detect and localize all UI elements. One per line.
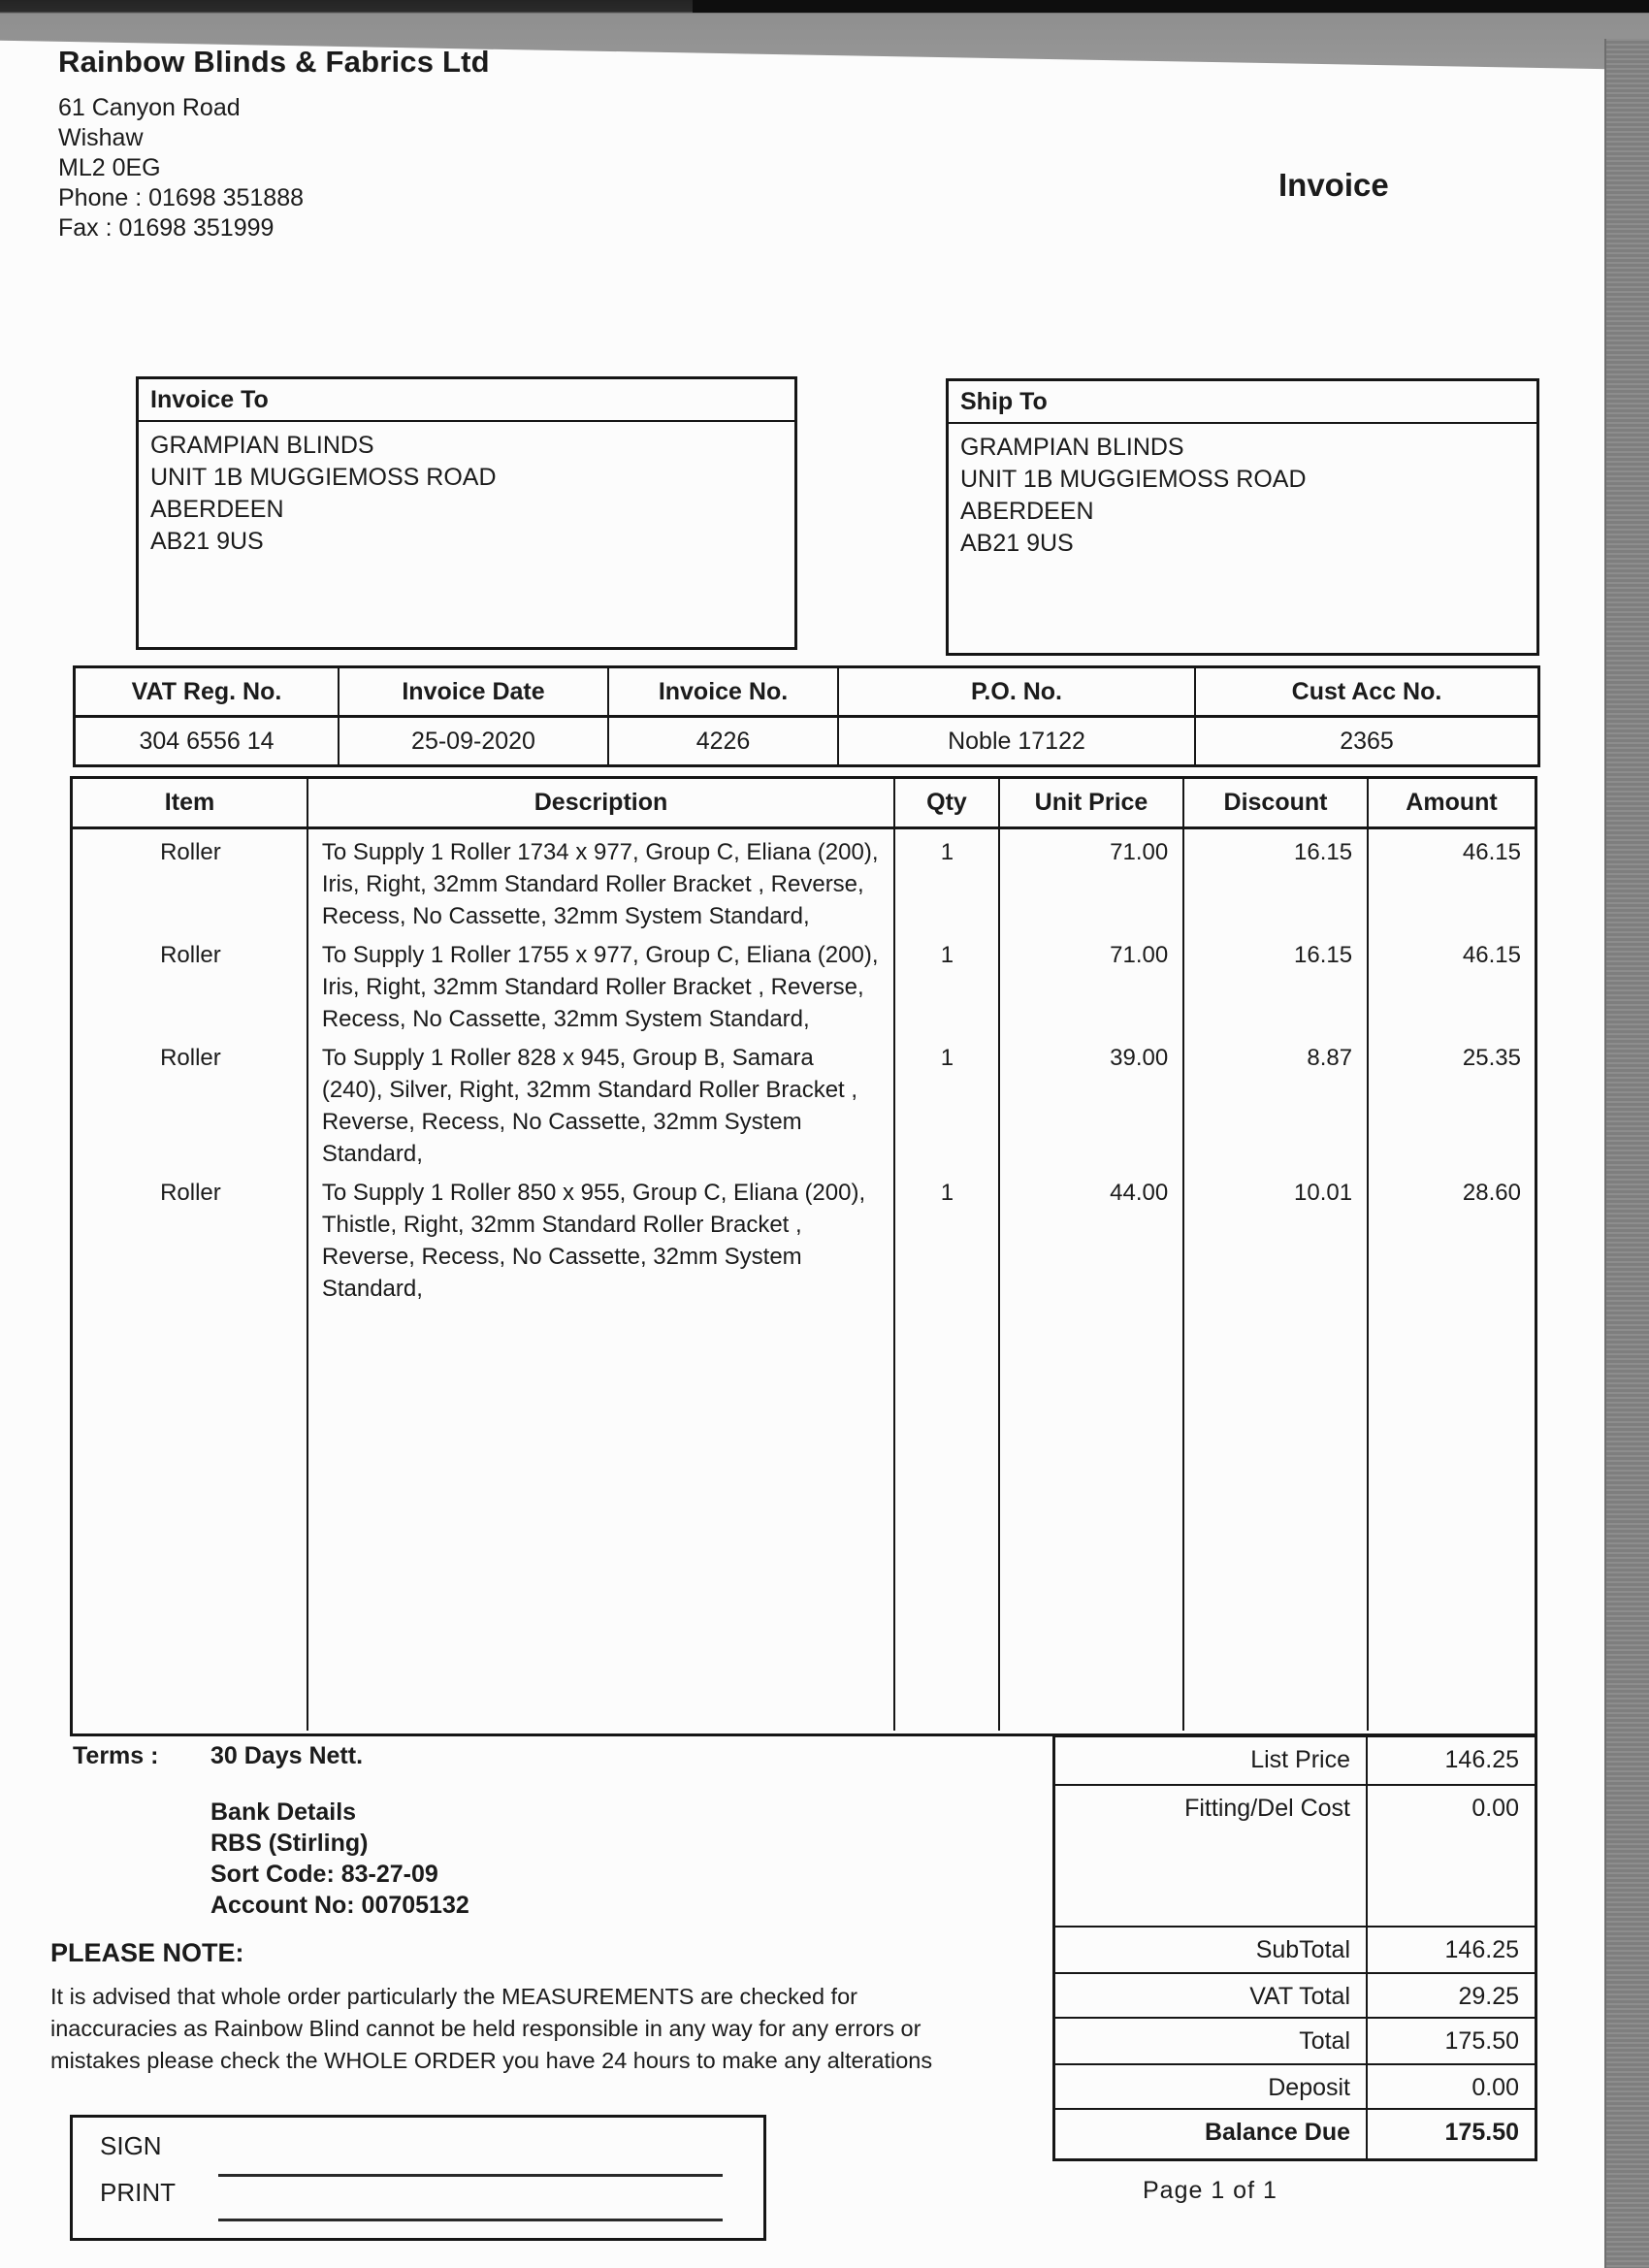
ship-to-box — [946, 378, 1539, 656]
meta-header-vat-reg: VAT Reg. No. — [76, 668, 340, 715]
totals-value: 175.50 — [1444, 2027, 1519, 2055]
table-row — [73, 1042, 1535, 1170]
totals-label: List Price — [1055, 1737, 1368, 1784]
items-header-unit-price: Unit Price — [1000, 779, 1184, 826]
item-amount: 28.60 — [1462, 1180, 1521, 1206]
page-number: Page 1 of 1 — [1143, 2177, 1277, 2204]
meta-header-cust-acc: Cust Acc No. — [1291, 677, 1442, 705]
company-address-line: Wishaw — [58, 124, 144, 151]
meta-value-row — [76, 718, 1537, 764]
totals-row-list-price — [1055, 1737, 1535, 1784]
totals-label: Fitting/Del Cost — [1055, 1786, 1368, 1926]
totals-row-fitting-del-cost — [1055, 1784, 1535, 1926]
meta-header-invoice-no: Invoice No. — [609, 668, 839, 715]
totals-value: 146.25 — [1444, 1936, 1519, 1963]
address-line: UNIT 1B MUGGIEMOSS ROAD — [150, 464, 497, 491]
totals-value: 175.50 — [1444, 2119, 1519, 2146]
item-qty: 1 — [940, 839, 954, 865]
totals-value: 0.00 — [1471, 2074, 1519, 2101]
address-line: UNIT 1B MUGGIEMOSS ROAD — [960, 466, 1307, 493]
column-divider — [893, 829, 895, 1731]
invoice-date: 25-09-2020 — [340, 718, 609, 764]
ship-to-address — [949, 424, 1536, 567]
address-line: AB21 9US — [150, 528, 264, 555]
totals-row-subtotal — [1055, 1926, 1535, 1972]
item-description: To Supply 1 Roller 828 x 945, Group B, Samara (240), Silver, Right, 32mm Standard Roller Bracket , Reverse, Recess, No Cassette, 32mm System Standard, — [321, 1045, 858, 1167]
cust-acc-no: 2365 — [1340, 727, 1394, 755]
items-body — [73, 829, 1535, 1731]
item-unit-price: 71.00 — [1110, 839, 1169, 865]
totals-row-balance-due — [1055, 2108, 1535, 2158]
bank-details — [210, 1797, 469, 1921]
please-note-body: It is advised that whole order particularly the MEASUREMENTS are checked for inaccuracies as Rainbow Blind cannot be held responsible in any way for any errors or mistakes please check the WHOLE ORDER you have 24 hours to make any alterations — [50, 1984, 933, 2073]
items-header-discount: Discount — [1184, 779, 1369, 826]
company-fax: Fax : 01698 351999 — [58, 214, 275, 242]
terms-value: 30 Days Nett. — [210, 1742, 364, 1769]
item-type: Roller — [160, 839, 221, 865]
item-type: Roller — [160, 1045, 221, 1071]
column-divider — [998, 829, 1000, 1731]
totals-box — [1052, 1734, 1537, 2161]
sign-label: SIGN — [100, 2131, 162, 2160]
invoice-meta-table — [73, 665, 1540, 767]
company-phone: Phone : 01698 351888 — [58, 184, 305, 211]
item-discount: 8.87 — [1307, 1045, 1353, 1071]
item-amount: 46.15 — [1462, 942, 1521, 968]
vat-reg-no: 304 6556 14 — [76, 718, 340, 764]
sign-line — [218, 2174, 723, 2177]
address-line: GRAMPIAN BLINDS — [150, 432, 374, 459]
items-header-qty: Qty — [895, 779, 1000, 826]
invoice-to-address — [139, 422, 794, 566]
address-line: ABERDEEN — [150, 496, 284, 523]
item-discount: 16.15 — [1294, 942, 1353, 968]
totals-label: Total — [1055, 2019, 1368, 2063]
table-row — [73, 836, 1535, 932]
invoice-to-label: Invoice To — [139, 379, 794, 422]
scanner-edge-right — [1604, 39, 1649, 2268]
line-items-table — [70, 776, 1537, 1736]
totals-row-vat-total — [1055, 1972, 1535, 2017]
items-header-item: Item — [73, 779, 308, 826]
bank-account-no: Account No: 00705132 — [210, 1892, 469, 1919]
item-qty: 1 — [940, 1045, 954, 1071]
item-amount: 25.35 — [1462, 1045, 1521, 1071]
terms-label: Terms : — [73, 1742, 159, 1769]
item-amount: 46.15 — [1462, 839, 1521, 865]
meta-header-invoice-date: Invoice Date — [340, 668, 609, 715]
address-line: GRAMPIAN BLINDS — [960, 434, 1184, 461]
item-type: Roller — [160, 942, 221, 968]
bank-details-title: Bank Details — [210, 1798, 357, 1826]
print-line — [218, 2219, 723, 2221]
item-description: To Supply 1 Roller 1734 x 977, Group C, Eliana (200), Iris, Right, 32mm Standard Roller Bracket , Reverse, Recess, No Cassette, 32mm System Standard, — [321, 839, 879, 929]
table-row — [73, 939, 1535, 1035]
invoice-to-box — [136, 376, 797, 650]
column-divider — [307, 829, 308, 1731]
items-header-row — [73, 779, 1535, 829]
item-discount: 10.01 — [1294, 1180, 1353, 1206]
company-name: Rainbow Blinds & Fabrics Ltd — [58, 45, 490, 79]
totals-row-deposit — [1055, 2063, 1535, 2108]
bank-name: RBS (Stirling) — [210, 1830, 369, 1857]
item-qty: 1 — [940, 1180, 954, 1206]
item-qty: 1 — [940, 942, 954, 968]
address-line: ABERDEEN — [960, 498, 1094, 525]
item-description: To Supply 1 Roller 850 x 955, Group C, Eliana (200), Thistle, Right, 32mm Standard Roller Bracket , Reverse, Recess, No Cassette, 32mm System Standard, — [321, 1180, 866, 1302]
terms-row — [73, 1742, 363, 1770]
company-address — [58, 93, 490, 243]
totals-label: Deposit — [1055, 2065, 1368, 2108]
item-unit-price: 44.00 — [1110, 1180, 1169, 1206]
table-row — [73, 1177, 1535, 1305]
totals-label: VAT Total — [1055, 1974, 1368, 2017]
totals-value: 0.00 — [1471, 1795, 1519, 1822]
document-title: Invoice — [1278, 167, 1389, 203]
totals-label: SubTotal — [1055, 1928, 1368, 1972]
item-type: Roller — [160, 1180, 221, 1206]
items-header-description: Description — [308, 779, 895, 826]
totals-row-total — [1055, 2017, 1535, 2063]
items-header-amount: Amount — [1406, 789, 1498, 816]
item-discount: 16.15 — [1294, 839, 1353, 865]
po-no: Noble 17122 — [839, 718, 1196, 764]
column-divider — [1182, 829, 1184, 1731]
column-divider — [1367, 829, 1369, 1731]
ship-to-label: Ship To — [949, 381, 1536, 424]
invoice-no: 4226 — [609, 718, 839, 764]
company-header — [58, 45, 490, 243]
totals-label: Balance Due — [1055, 2110, 1368, 2158]
print-label: PRINT — [100, 2178, 176, 2207]
address-line: AB21 9US — [960, 530, 1074, 557]
company-address-line: 61 Canyon Road — [58, 94, 241, 121]
item-description: To Supply 1 Roller 1755 x 977, Group C, Eliana (200), Iris, Right, 32mm Standard Roller Bracket , Reverse, Recess, No Cassette, 32mm System Standard, — [321, 942, 879, 1032]
meta-header-po-no: P.O. No. — [839, 668, 1196, 715]
item-unit-price: 71.00 — [1110, 942, 1169, 968]
please-note-title: PLEASE NOTE: — [50, 1938, 244, 1967]
bank-sort-code: Sort Code: 83-27-09 — [210, 1861, 438, 1888]
company-address-line: ML2 0EG — [58, 154, 161, 181]
totals-value: 146.25 — [1444, 1746, 1519, 1773]
signature-box — [70, 2115, 766, 2241]
totals-value: 29.25 — [1458, 1983, 1519, 2010]
meta-header-row — [76, 668, 1537, 718]
item-unit-price: 39.00 — [1110, 1045, 1169, 1071]
